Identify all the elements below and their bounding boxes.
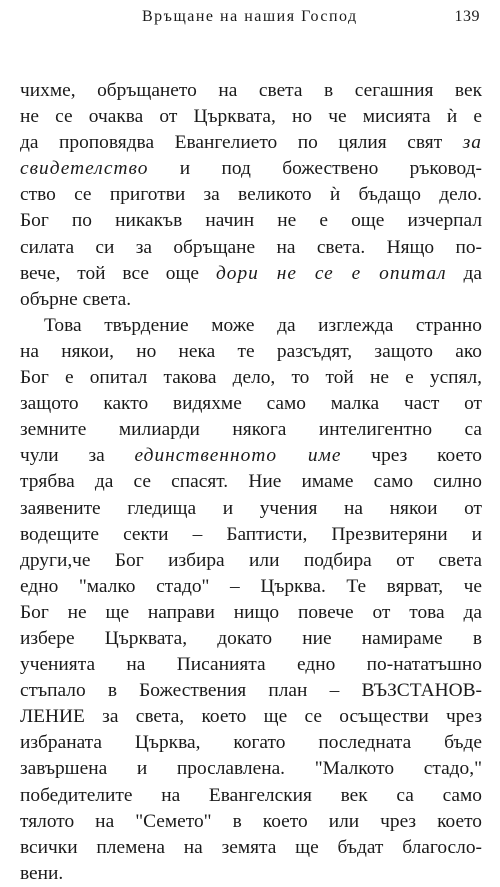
running-head xyxy=(20,8,480,32)
text-segment: и под божествено ръковод- xyxy=(148,158,482,180)
text-segment: Бог не ще направи нищо повече от това да xyxy=(20,601,482,623)
text-segment: избере Църквата, докато ние намираме в xyxy=(20,627,482,649)
text-line xyxy=(20,600,482,626)
text-line xyxy=(20,704,482,730)
text-segment: избраната Църква, когато последната бъде xyxy=(20,732,482,754)
text-line xyxy=(20,809,482,835)
text-line xyxy=(20,469,482,495)
text-segment: обърне света. xyxy=(20,288,132,310)
text-segment: водещите секти – Баптисти, Презвитеряни и xyxy=(20,523,482,545)
text-segment: ЛЕНИЕ за света, което ще се осъществи чрез xyxy=(20,706,482,728)
text-line xyxy=(20,78,482,104)
text-line xyxy=(20,339,482,365)
text-segment: вени. xyxy=(20,862,64,884)
text-segment: победителите на Евангелския век са само xyxy=(20,784,482,806)
body-text xyxy=(20,78,482,887)
text-line xyxy=(20,313,482,339)
text-segment: чули за xyxy=(20,445,135,467)
text-segment: стъпало в Божествения план – ВЪЗСТАНОВ- xyxy=(20,680,482,702)
emphasized-text: за xyxy=(462,132,482,154)
text-segment: Бог е опитал такова дело, то той не е успял, xyxy=(20,367,482,389)
text-segment: едно "малко стадо" – Църква. Те вярват, че xyxy=(20,575,482,597)
text-segment: всички племена на земята ще бъдат благосло- xyxy=(20,836,482,858)
text-line xyxy=(20,756,482,782)
running-title: Връщане на нашия Господ xyxy=(142,8,358,25)
text-segment: чрез което xyxy=(341,445,482,467)
page-number: 139 xyxy=(454,8,480,25)
text-segment: заявените гледища и учения на някои от xyxy=(20,497,482,519)
text-line xyxy=(20,391,482,417)
text-line xyxy=(20,182,482,208)
text-line xyxy=(20,730,482,756)
text-segment: земните милиарди някога интелигентно са xyxy=(20,419,482,441)
text-line xyxy=(20,235,482,261)
emphasized-text: дори не се е опитал xyxy=(215,262,447,284)
text-line xyxy=(20,574,482,600)
text-line xyxy=(20,626,482,652)
text-line xyxy=(20,678,482,704)
text-line xyxy=(20,835,482,861)
text-segment: защото както видяхме само малка част от xyxy=(20,393,482,415)
text-line xyxy=(20,548,482,574)
text-segment: трябва да се спасят. Ние имаме само силно xyxy=(20,471,482,493)
text-segment: на някои, но нека те разсъдят, защото ако xyxy=(20,340,482,362)
text-line xyxy=(20,861,482,887)
text-line xyxy=(20,365,482,391)
text-segment: вече, той все още xyxy=(20,262,216,284)
text-line xyxy=(20,783,482,809)
text-line xyxy=(20,496,482,522)
text-segment: тялото на "Семето" в което или чрез което xyxy=(20,810,482,832)
text-segment: други,че Бог избира или подбира от света xyxy=(20,549,482,571)
paragraph xyxy=(20,78,482,313)
text-line xyxy=(20,104,482,130)
emphasized-text: свидетелство xyxy=(20,158,149,180)
text-line xyxy=(20,652,482,678)
text-segment: да проповядва Евангелието по цялия свят xyxy=(20,132,463,154)
text-segment: да xyxy=(446,262,482,284)
text-line xyxy=(20,156,482,182)
text-line xyxy=(20,417,482,443)
paragraph xyxy=(20,313,482,887)
text-segment: Това твърдение може да изглежда странно xyxy=(44,314,482,336)
emphasized-text: единственното име xyxy=(134,445,342,467)
text-segment: ученията на Писанията едно по-нататъшно xyxy=(20,654,482,676)
text-line xyxy=(20,287,482,313)
text-segment: завършена и прославлена. "Малкото стадо," xyxy=(20,758,482,780)
text-segment: Бог по никакъв начин не е още изчерпал xyxy=(20,210,482,232)
text-segment: силата си за обръщане на света. Нящо по- xyxy=(20,236,482,258)
text-segment: не се очаква от Църквата, но че мисията ѝ е xyxy=(20,106,482,128)
text-segment: ство се приготви за великото ѝ бъдащо дело. xyxy=(20,184,482,206)
text-segment: чихме, обръщането на света в сегашния век xyxy=(20,80,482,101)
text-line xyxy=(20,208,482,234)
text-line xyxy=(20,522,482,548)
text-line xyxy=(20,261,482,287)
text-line xyxy=(20,443,482,469)
text-line xyxy=(20,130,482,156)
